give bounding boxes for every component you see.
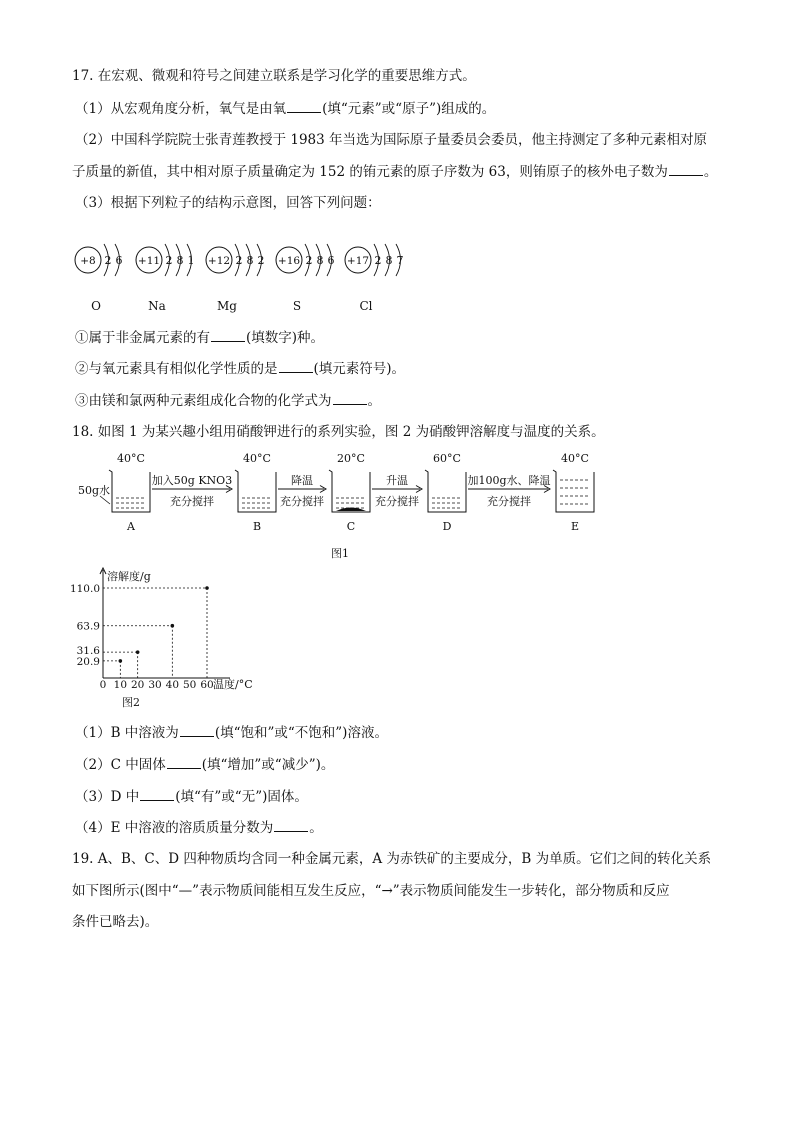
atom-nucleus-charge: +12 [207,255,231,267]
solubility-chart [60,566,290,712]
q19-line2: 如下图所示(图中“—”表示物质间能相互发生反应，“→”表示物质间能发生一步转化，部分物质和反应 [72,883,670,899]
q18-sub4-text-b: 。 [309,820,323,836]
atom-nucleus-charge: +17 [346,255,370,267]
q18-sub3-text-b: (填“有”或“无”)固体。 [175,789,308,805]
y-tick-label: 20.9 [76,655,100,668]
atom-nucleus-charge: +8 [80,255,96,267]
beaker-D [425,452,466,533]
atom-nucleus-charge: +11 [137,255,161,267]
answer-blank[interactable] [211,328,245,342]
element-symbol: Cl [359,299,373,313]
answer-blank[interactable] [279,359,313,373]
q18-sub3-text-a: （3）D 中 [75,789,140,805]
q17-sub2 [75,359,405,378]
q18-title: 18. 如图 1 为某兴趣小组用硝酸钾进行的系列实验，图 2 为硝酸钾溶解度与温度的关系。 [72,424,605,440]
q18-sub3 [75,787,308,806]
q18-sub4-text-a: （4）E 中溶液的溶质质量分数为 [75,820,274,836]
electron-count: 2 [104,254,112,267]
atom-nucleus-charge: +16 [277,255,301,267]
figure1-caption: 图1 [331,547,349,560]
electron-count: 6 [327,254,335,267]
electron-count: 7 [396,254,404,267]
q17-part2-line1: （2）中国科学院院士张青莲教授于 1983 年当选为国际原子量委员会委员，他主持测定了多种元素相对原 [75,132,708,148]
electron-count: 2 [235,254,243,267]
beaker-label: C [346,520,356,533]
arrow-top-label: 加100g水、降温 [467,474,551,487]
answer-blank[interactable] [140,787,174,801]
beaker-label: B [252,520,262,533]
electron-count: 1 [187,254,195,267]
q18-sub1 [75,723,388,742]
beaker-B [235,452,276,533]
beaker-C [329,452,370,533]
data-point [136,650,140,654]
x-tick-label: 20 [130,679,145,691]
electron-count: 8 [385,254,393,267]
q19-line3: 条件已略去)。 [72,914,159,930]
beaker-label: D [442,520,452,533]
figure2-caption: 图2 [122,696,140,709]
q17-part3: （3）根据下列粒子的结构示意图，回答下列问题： [75,195,381,211]
element-symbol: Mg [217,299,237,313]
data-point [171,624,175,628]
arrow-top-label: 升温 [386,474,408,487]
x-tick-label: 0 [99,679,107,691]
data-point [119,659,123,663]
process-arrow [278,473,326,508]
q17-sub2-text-a: ②与氧元素具有相似化学性质的是 [75,361,278,377]
answer-blank[interactable] [167,755,201,769]
q17-sub3 [75,391,381,410]
q17-title: 17. 在宏观、微观和符号之间建立联系是学习化学的重要思维方式。 [72,68,476,84]
arrow-bottom-label: 充分搅拌 [375,495,419,508]
q17-sub1 [75,328,324,347]
beaker-label: A [127,520,135,533]
y-tick-label: 110.0 [69,583,100,595]
q18-sub2-text-a: （2）C 中固体 [75,757,166,773]
electron-count: 2 [165,254,173,267]
atom-O [75,244,123,313]
process-arrow [372,473,422,508]
electron-count: 6 [115,254,123,267]
q17-sub3-text-b: 。 [367,393,381,409]
arrow-bottom-label: 充分搅拌 [280,495,324,508]
element-symbol: S [292,299,302,313]
element-symbol: Na [148,299,166,313]
data-point [205,586,209,590]
beaker-label: E [570,520,580,533]
q17-part2-line2 [72,162,717,181]
x-tick-label: 60 [200,679,214,691]
q17-sub1-text-a: ①属于非金属元素的有 [75,330,210,346]
element-symbol: O [91,299,101,313]
beaker-E [553,452,594,533]
experiment-figure-1 [70,450,610,565]
x-tick-label: 40 [165,679,180,691]
q17-part2-text-a: 子质量的新值，其中相对原子质量确定为 152 的铕元素的原子序数为 63，则铕原子的核外电子数为 [72,164,668,180]
electron-count: 2 [257,254,265,267]
q18-sub2-text-b: (填“增加”或“减少”)。 [201,757,335,773]
arrow-bottom-label: 充分搅拌 [487,495,531,508]
q18-sub2 [75,755,334,774]
answer-blank[interactable] [180,723,214,737]
beaker-temperature: 60°C [433,452,461,465]
atom-structure-diagrams [60,222,430,322]
x-tick-label: 50 [182,679,197,691]
y-tick-label: 63.9 [76,620,100,633]
answer-blank[interactable] [274,818,308,832]
atom-Na [136,244,195,313]
q19-line1: 19. A、B、C、D 四种物质均含同一种金属元素，A 为赤铁矿的主要成分，B 为单质。它们之间的转化关系 [72,851,712,867]
q17-sub3-text-a: ③由镁和氯两种元素组成化合物的化学式为 [75,393,332,409]
q17-part1 [75,99,495,118]
beaker-A [109,452,150,533]
q17-part1-text-a: （1）从宏观角度分析，氧气是由氧 [75,101,287,117]
atom-Cl [345,244,404,313]
q17-part1-text-b: (填“元素”或“原子”)组成的。 [322,101,496,117]
electron-count: 8 [316,254,324,267]
x-tick-label: 10 [113,679,128,691]
q17-part2-text-b: 。 [703,164,718,180]
arrow-top-label: 加入50g KNO3 [151,474,233,487]
q18-sub1-text-a: （1）B 中溶液为 [75,725,179,741]
q18-sub4 [75,818,323,837]
y-tick-label: 31.6 [76,645,100,658]
process-arrow [467,473,550,508]
electron-count: 2 [374,254,382,267]
x-axis-label: 温度/°C [213,678,253,691]
atom-S [276,244,335,313]
arrow-top-label: 降温 [291,474,313,487]
answer-blank[interactable] [669,162,703,176]
x-tick-label: 30 [148,679,162,691]
electron-count: 8 [176,254,184,267]
beaker-temperature: 40°C [561,452,589,465]
answer-blank[interactable] [333,391,367,405]
beaker-temperature: 40°C [243,452,271,465]
q17-sub2-text-b: (填元素符号)。 [313,361,406,377]
electron-count: 2 [305,254,313,267]
start-label: 50g水 [78,484,111,497]
y-axis-label: 溶解度/g [107,570,151,583]
arrow-bottom-label: 充分搅拌 [170,495,214,508]
process-arrow [152,473,232,508]
beaker-temperature: 40°C [117,452,145,465]
beaker-temperature: 20°C [337,452,365,465]
atom-Mg [206,244,265,313]
q18-sub1-text-b: (填“饱和”或“不饱和”)溶液。 [214,725,388,741]
electron-count: 8 [246,254,254,267]
answer-blank[interactable] [287,99,321,113]
q17-sub1-text-b: (填数字)种。 [246,330,325,346]
